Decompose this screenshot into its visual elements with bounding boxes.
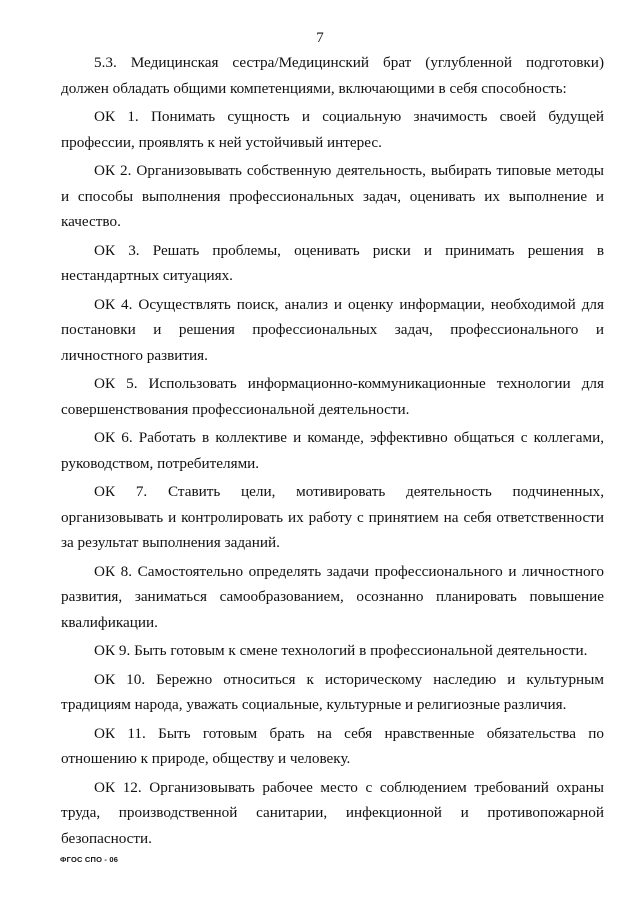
competency-item-ok6: ОК 6. Работать в коллективе и команде, эффективно общаться с коллегами, руководством, потребителями. (61, 429, 604, 472)
section-intro: 5.3. Медицинская сестра/Медицинский брат (углубленной подготовки) должен обладать общими компетенциями, включающими в себя способность: (61, 54, 604, 97)
page-footer: ФГОС СПО - 06 (60, 855, 119, 864)
competency-item-ok2: ОК 2. Организовывать собственную деятельность, выбирать типовые методы и способы выполнения профессиональных задач, оценивать их выполнение и качество. (61, 162, 604, 230)
competency-item-ok12: ОК 12. Организовывать рабочее место с соблюдением требований охраны труда, производственной санитарии, инфекционной и противопожарной безопасности. (61, 778, 604, 847)
competency-item-ok9: ОК 9. Быть готовым к смене технологий в профессиональной деятельности. (94, 642, 588, 659)
competency-item-ok7: ОК 7. Ставить цели, мотивировать деятельность подчиненных, организовывать и контролировать их работу с принятием на себя ответственности за результат выполнения заданий. (61, 483, 604, 551)
competency-item-ok11: ОК 11. Быть готовым брать на себя нравственные обязательства по отношению к природе, обществу и человеку. (61, 724, 604, 767)
page-number: 7 (316, 30, 324, 46)
competency-item-ok8: ОК 8. Самостоятельно определять задачи профессионального и личностного развития, заниматься самообразованием, осознанно планировать повышение квалификации. (61, 562, 604, 631)
document-body (61, 50, 604, 854)
competency-item-ok10: ОК 10. Бережно относиться к историческому наследию и культурным традициям народа, уважать социальные, культурные и религиозные различия. (61, 670, 604, 713)
competency-item-ok5: ОК 5. Использовать информационно-коммуникационные технологии для совершенствования профессиональной деятельности. (61, 375, 604, 418)
competency-item-ok3: ОК 3. Решать проблемы, оценивать риски и принимать решения в нестандартных ситуациях. (61, 241, 604, 284)
competency-item-ok1: ОК 1. Понимать сущность и социальную значимость своей будущей профессии, проявлять к ней устойчивый интерес. (61, 108, 604, 151)
competency-item-ok4: ОК 4. Осуществлять поиск, анализ и оценку информации, необходимой для постановки и решения профессиональных задач, профессионального и личностного развития. (61, 295, 604, 364)
